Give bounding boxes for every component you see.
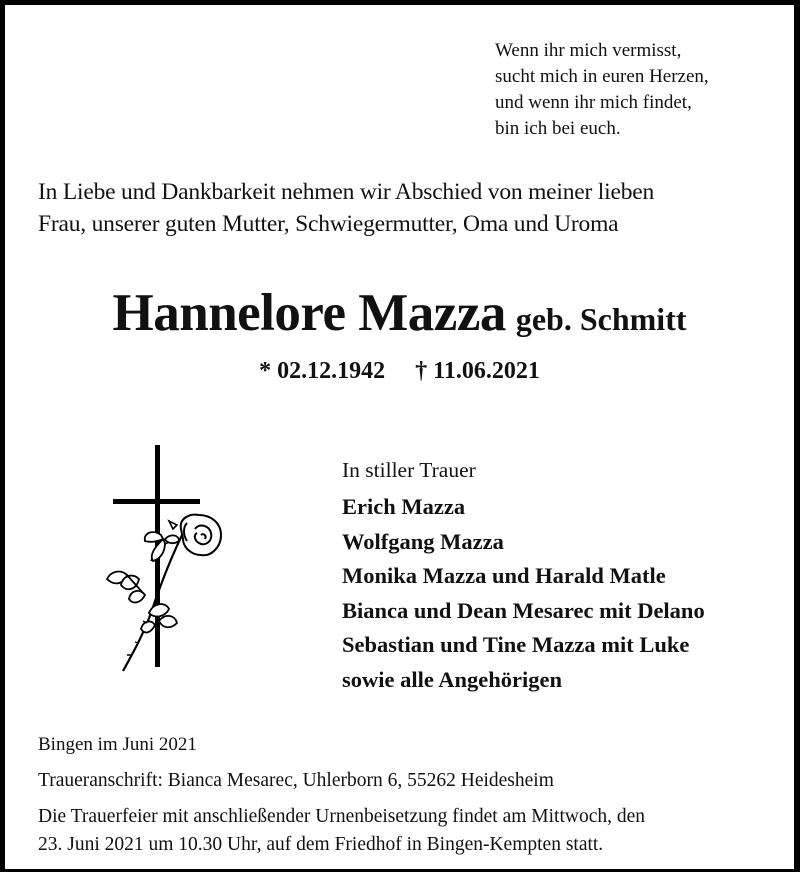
ceremony-details <box>38 803 645 859</box>
intro-line: In Liebe und Dankbarkeit nehmen wir Abschied von meiner lieben <box>38 179 655 205</box>
mourner-name: Wolfgang Mazza <box>342 528 504 554</box>
poem-line: sucht mich in euren Herzen, <box>495 66 709 87</box>
ceremony-line: Die Trauerfeier mit anschließender Urnenbeisetzung findet am Mittwoch, den <box>38 806 646 827</box>
mourner-name: Erich Mazza <box>342 494 466 519</box>
death-date: † 11.06.2021 <box>415 358 540 384</box>
deceased-name: Hannelore Mazza <box>112 284 506 342</box>
poem-line: Wenn ihr mich vermisst, <box>495 40 682 61</box>
poem-verse <box>495 38 709 142</box>
mourner-name: sowie alle Angehörigen <box>342 666 562 692</box>
mourners-block <box>342 456 705 698</box>
poem-line: und wenn ihr mich findet, <box>495 92 692 113</box>
place-and-date: Bingen im Juni 2021 <box>38 734 197 755</box>
mourner-name: Bianca und Dean Mesarec mit Delano <box>342 597 705 623</box>
mourner-name: Sebastian und Tine Mazza mit Luke <box>342 632 690 658</box>
birth-date: * 02.12.1942 <box>259 358 386 384</box>
mourning-address: Traueranschrift: Bianca Mesarec, Uhlerborn 6, 55262 Heidesheim <box>38 770 554 791</box>
deceased-name-heading <box>5 283 794 343</box>
intro-text <box>38 176 654 240</box>
mourner-name: Monika Mazza und Harald Matle <box>342 563 666 589</box>
cross-with-rose-icon <box>103 443 233 673</box>
intro-line: Frau, unserer guten Mutter, Schwiegermutter, Oma und Uroma <box>38 211 619 237</box>
mourners-label: In stiller Trauer <box>342 458 476 482</box>
life-dates <box>5 358 794 385</box>
ceremony-line: 23. Juni 2021 um 10.30 Uhr, auf dem Friedhof in Bingen-Kempten statt. <box>38 834 604 855</box>
poem-line: bin ich bei euch. <box>495 118 621 139</box>
birth-name: geb. Schmitt <box>515 301 687 337</box>
